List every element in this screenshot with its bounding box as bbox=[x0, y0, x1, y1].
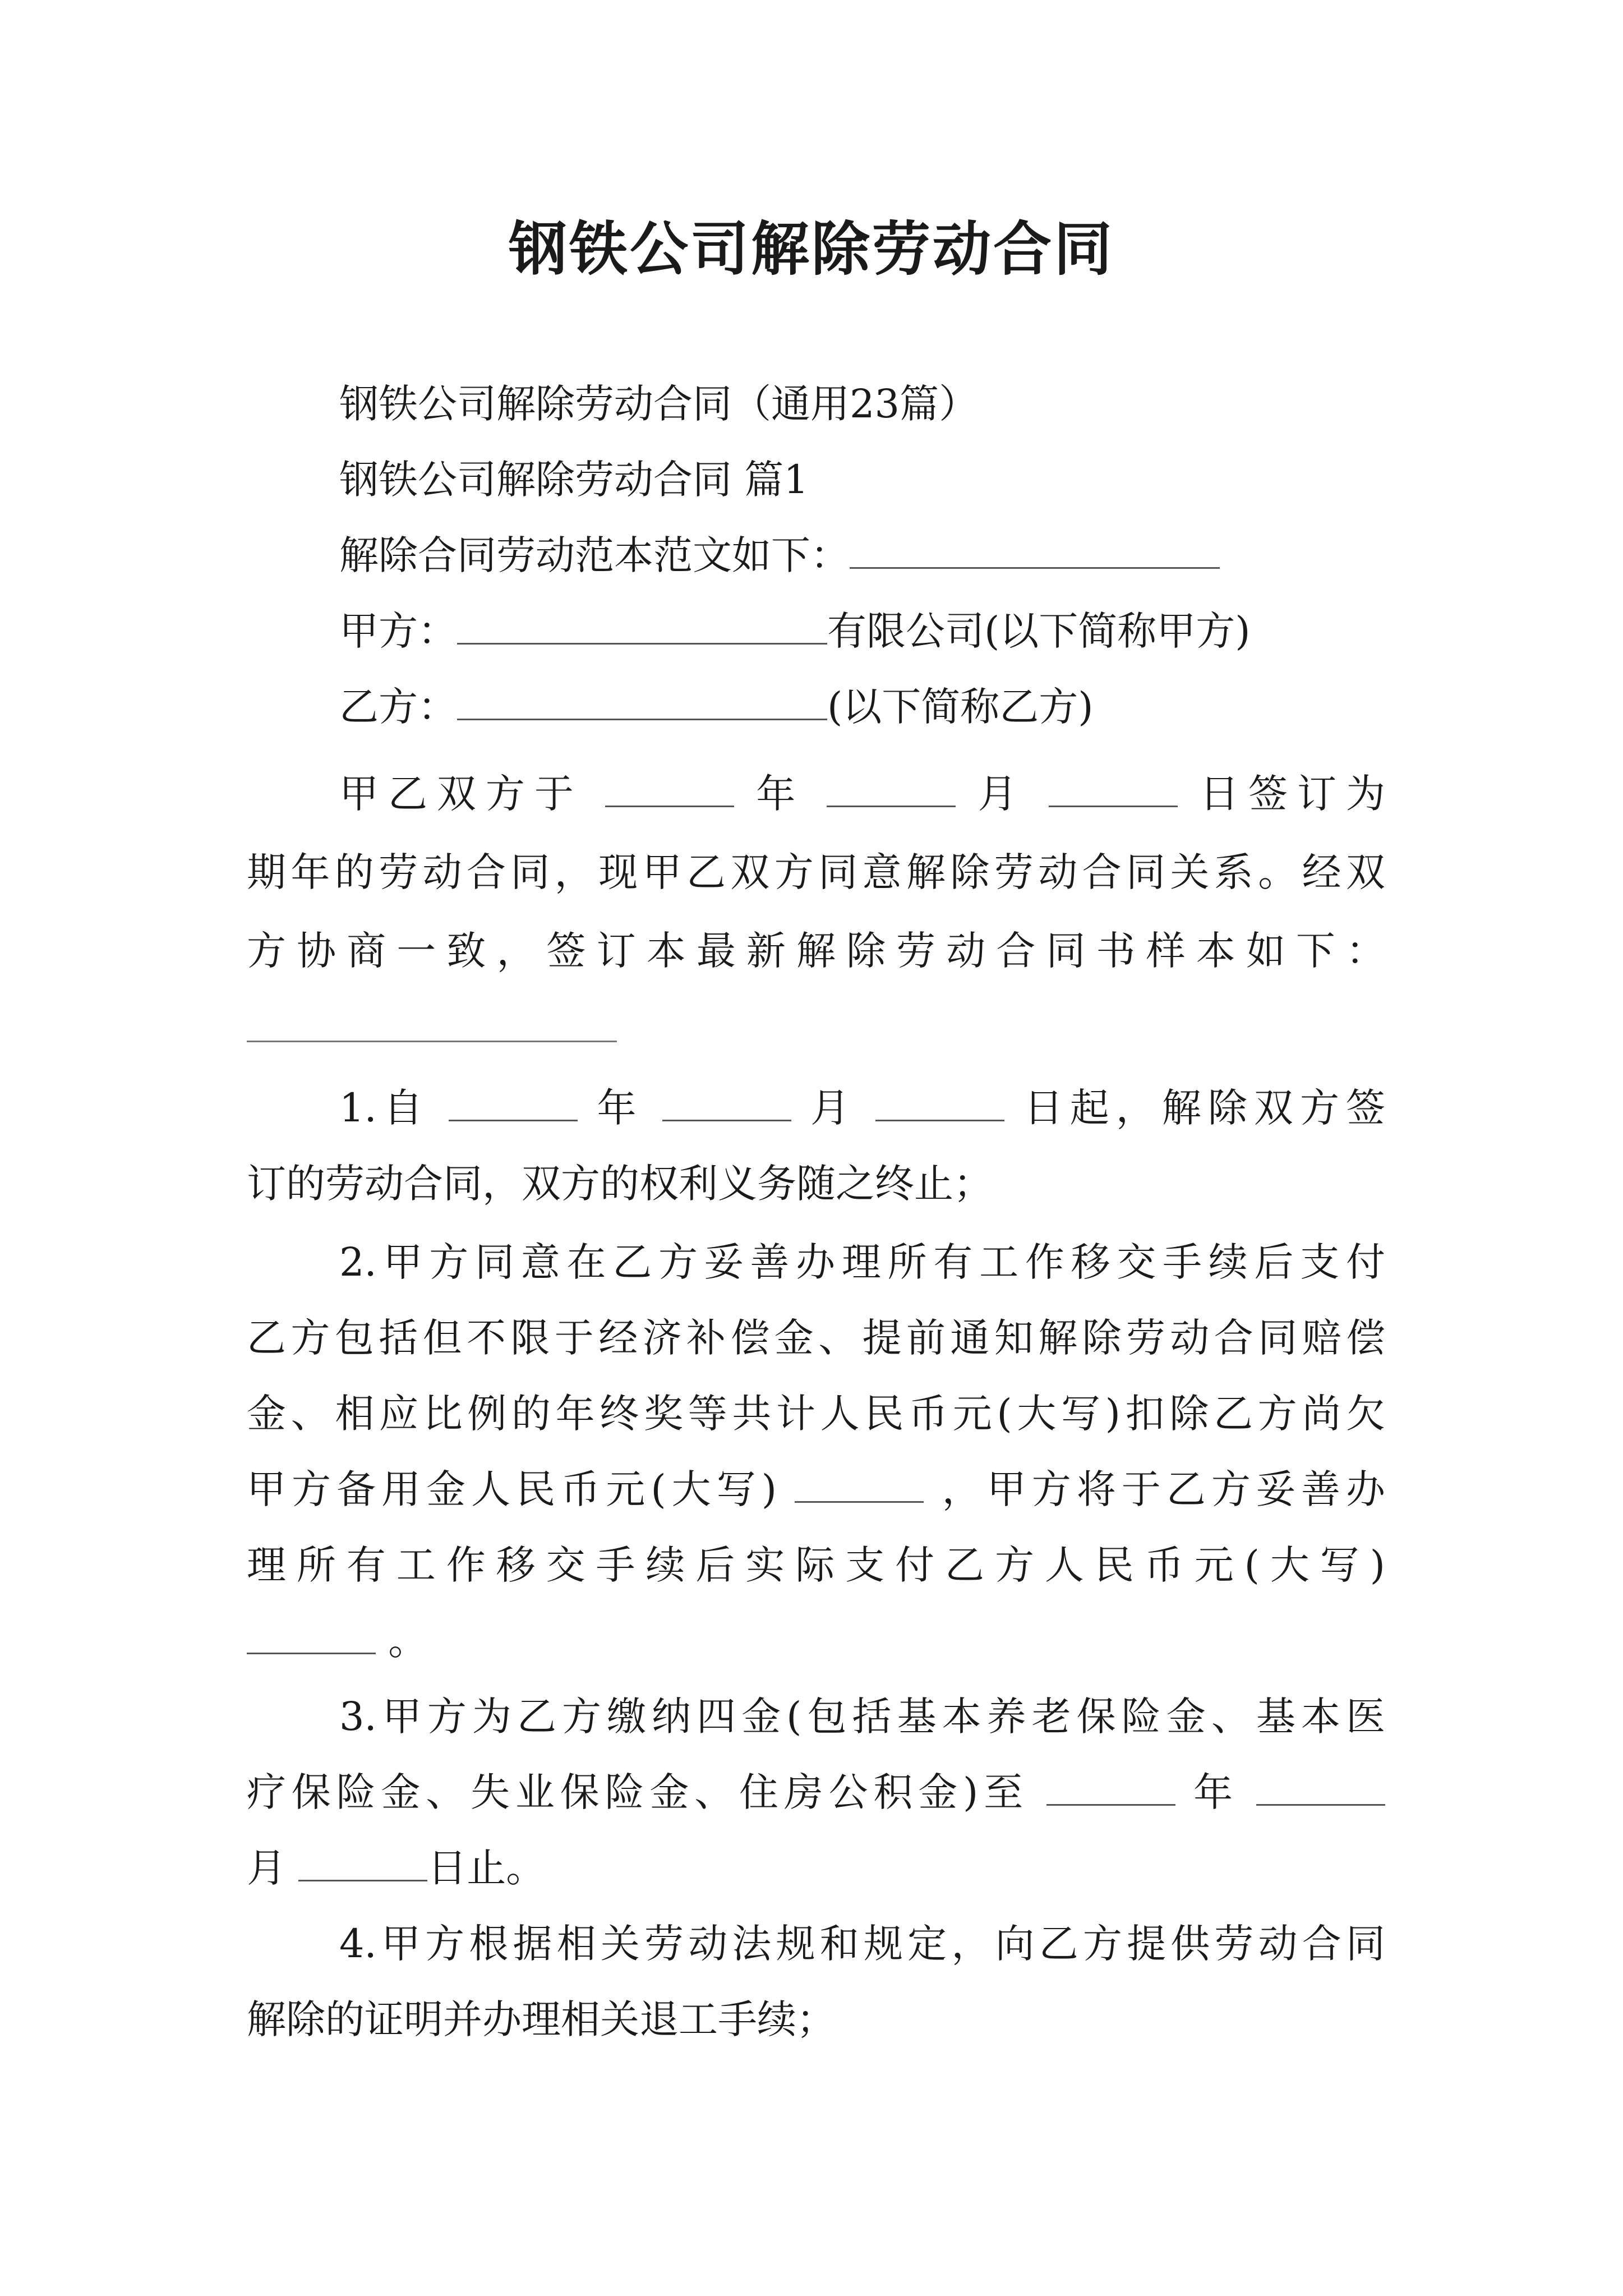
clause-2-amount-blank bbox=[795, 1465, 924, 1503]
clause-3-day-blank bbox=[298, 1844, 427, 1881]
clause-3-end: 日止。 bbox=[427, 1845, 546, 1891]
signature-blank-rule bbox=[247, 1041, 617, 1042]
preamble-text: 甲乙双方于 bbox=[339, 771, 583, 817]
intro-line bbox=[339, 527, 1385, 583]
clause-3-month: 月 bbox=[247, 1845, 286, 1891]
preamble-line-3: 方协商一致，签订本最新解除劳动合同书样本如下： bbox=[247, 928, 1385, 974]
party-a-blank bbox=[457, 607, 827, 645]
clause-3-line-2 bbox=[247, 1764, 1385, 1820]
preamble-line-1 bbox=[339, 766, 1385, 822]
clause-1-line-2: 订的劳动合同，双方的权利义务随之终止； bbox=[247, 1161, 993, 1207]
clause-1-month-blank bbox=[662, 1084, 791, 1121]
party-b-line bbox=[339, 679, 1385, 735]
clause-1-day-blank bbox=[875, 1084, 1004, 1121]
clause-2-line-2: 乙方包括但不限于经济补偿金、提前通知解除劳动合同赔偿 bbox=[247, 1315, 1385, 1361]
intro-blank bbox=[850, 531, 1220, 569]
clause-2-line-6 bbox=[247, 1613, 1385, 1669]
party-b-label: 乙方： bbox=[339, 684, 457, 730]
document-subtitle: 钢铁公司解除劳动合同（通用23篇） bbox=[339, 381, 979, 427]
preamble-line-2: 期年的劳动合同，现甲乙双方同意解除劳动合同关系。经双 bbox=[247, 849, 1385, 895]
clause-4-line-2: 解除的证明并办理相关退工手续； bbox=[247, 1996, 836, 2042]
party-a-suffix: 有限公司(以下简称甲方) bbox=[827, 608, 1251, 654]
clause-1-month: 月 bbox=[810, 1085, 857, 1131]
year-blank bbox=[605, 770, 734, 807]
clause-1-year-blank bbox=[449, 1084, 578, 1121]
clause-3-year: 年 bbox=[1193, 1769, 1238, 1815]
clause-3-line-2-text: 疗保险金、失业保险金、住房公积金)至 bbox=[247, 1769, 1029, 1815]
month-label: 月 bbox=[978, 771, 1027, 817]
party-a-label: 甲方： bbox=[339, 608, 457, 654]
clause-2-line-1: 2.甲方同意在乙方妥善办理所有工作移交手续后支付 bbox=[339, 1239, 1385, 1285]
clause-1-year: 年 bbox=[597, 1085, 643, 1131]
section-heading: 钢铁公司解除劳动合同 篇1 bbox=[339, 457, 809, 503]
clause-2-line-5: 理所有工作移交手续后实际支付乙方人民币元(大写) bbox=[247, 1542, 1385, 1588]
clause-3-line-1: 3.甲方为乙方缴纳四金(包括基本养老保险金、基本医 bbox=[339, 1694, 1385, 1740]
clause-2-period: 。 bbox=[388, 1618, 428, 1664]
intro-label: 解除合同劳动范本范文如下： bbox=[339, 532, 850, 578]
clause-1-line-1 bbox=[339, 1080, 1385, 1136]
preamble-text-end: 日签订为 bbox=[1200, 771, 1385, 817]
clause-4-line-1: 4.甲方根据相关劳动法规和规定，向乙方提供劳动合同 bbox=[339, 1921, 1385, 1967]
clause-2-final-blank bbox=[247, 1617, 376, 1654]
clause-2-line-3: 金、相应比例的年终奖等共计人民币元(大写)扣除乙方尚欠 bbox=[247, 1391, 1385, 1437]
clause-2-line-4 bbox=[247, 1461, 1385, 1517]
party-a-line bbox=[339, 603, 1385, 659]
party-b-blank bbox=[457, 683, 827, 720]
month-blank bbox=[827, 770, 956, 807]
clause-3-line-3 bbox=[247, 1840, 1385, 1896]
day-blank bbox=[1049, 770, 1178, 807]
clause-2-line-4-text: 甲方备用金人民币元(大写) bbox=[247, 1466, 777, 1512]
clause-2-line-4-end: ，甲方将于乙方妥善办 bbox=[942, 1466, 1385, 1512]
clause-3-year-blank bbox=[1046, 1768, 1175, 1806]
clause-1-prefix: 1.自 bbox=[339, 1085, 430, 1131]
year-label: 年 bbox=[756, 771, 805, 817]
party-b-suffix: (以下简称乙方) bbox=[827, 684, 1094, 730]
clause-1-suffix: 日起，解除双方签 bbox=[1023, 1085, 1385, 1131]
document-title: 钢铁公司解除劳动合同 bbox=[508, 214, 1114, 283]
clause-3-month-blank bbox=[1256, 1768, 1385, 1806]
